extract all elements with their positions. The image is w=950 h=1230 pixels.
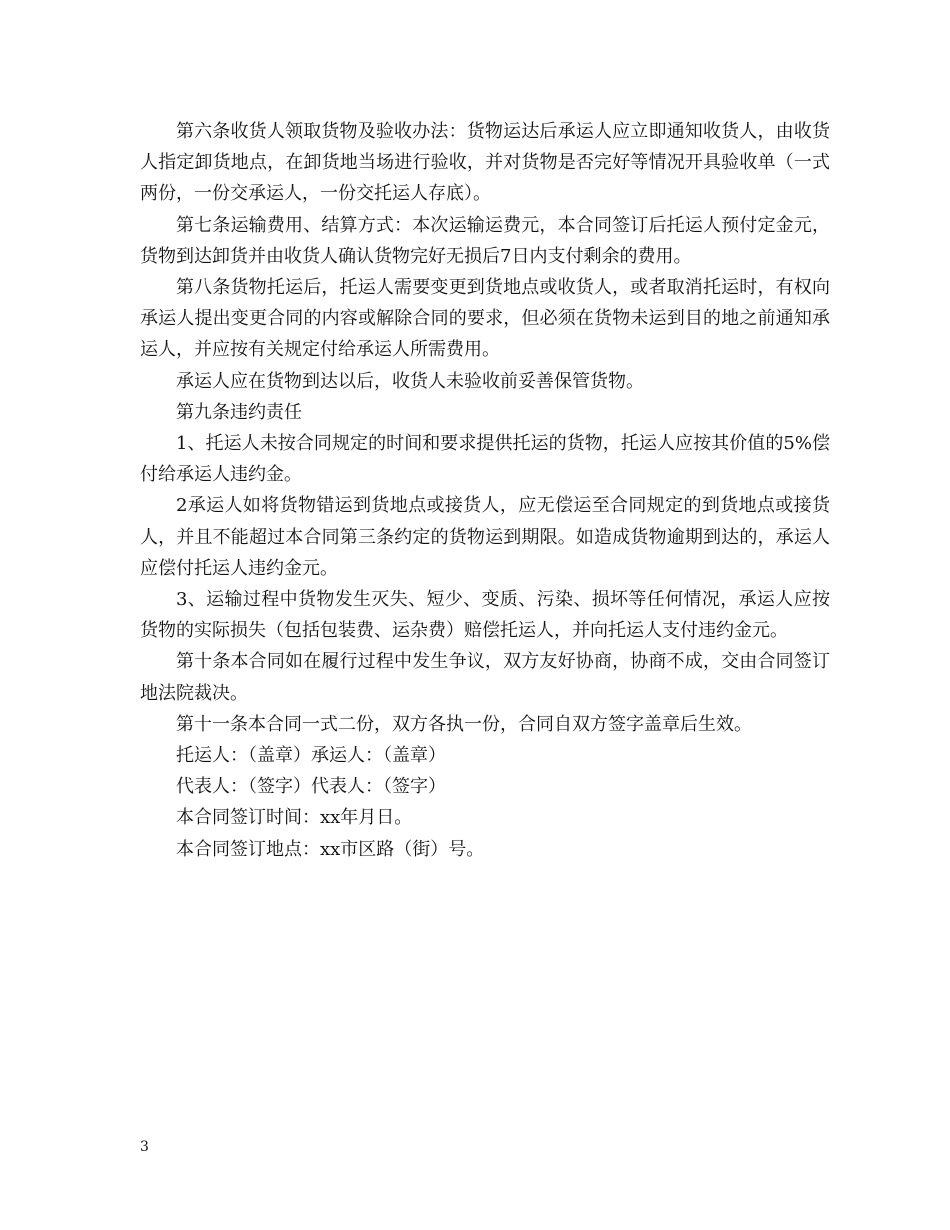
article-9-heading: 第九条违约责任 (176, 401, 302, 423)
signing-place-line: 本合同签订地点：xx市区路（街）号。 (176, 838, 485, 860)
article-8-paragraph: 第八条货物托运后，托运人需要变更到货地点或收货人，或者取消托运时，有权向承运人提出变更合同的内容或解除合同的要求，但必须在货物未运到目的地之前通知承运人，并应按有关规定付给承运人所需费用。 (140, 277, 830, 361)
page-number: 3 (140, 1139, 149, 1155)
article-6-paragraph: 第六条收货人领取货物及验收办法：货物运达后承运人应立即通知收货人，由收货人指定卸货地点，在卸货地当场进行验收，并对货物是否完好等情况开具验收单（一式两份，一份交承运人，一份交托运人存底）。 (140, 121, 830, 205)
signature-seal-line: 托运人：（盖章）承运人：（盖章） (176, 745, 446, 767)
breach-clause-2: 2承运人如将货物错运到货地点或接货人，应无偿运至合同规定的到货地点或接货人，并且不能超过本合同第三条约定的货物运到期限。如造成货物逾期到达的，承运人应偿付托运人违约金元。 (140, 495, 830, 579)
signing-date-line: 本合同签订时间：xx年月日。 (176, 807, 413, 829)
article-10-paragraph: 第十条本合同如在履行过程中发生争议，双方友好协商，协商不成，交由合同签订地法院裁决。 (140, 651, 830, 704)
article-11-paragraph: 第十一条本合同一式二份，双方各执一份，合同自双方签字盖章后生效。 (176, 713, 752, 735)
breach-clause-3: 3、运输过程中货物发生灭失、短少、变质、污染、损坏等任何情况，承运人应按货物的实际损失（包括包装费、运杂费）赔偿托运人，并向托运人支付违约金元。 (140, 589, 830, 642)
signature-representative-line: 代表人：（签字）代表人：（签字） (176, 776, 446, 798)
article-7-paragraph: 第七条运输费用、结算方式：本次运输运费元，本合同签订后托运人预付定金元，货物到达卸货并由收货人确认货物完好无损后7日内支付剩余的费用。 (140, 214, 830, 267)
document-body (140, 116, 830, 865)
breach-clause-1: 1、托运人未按合同规定的时间和要求提供托运的货物，托运人应按其价值的5%偿付给承运人违约金。 (140, 433, 830, 486)
carrier-custody-paragraph: 承运人应在货物到达以后，收货人未验收前妥善保管货物。 (176, 370, 644, 392)
